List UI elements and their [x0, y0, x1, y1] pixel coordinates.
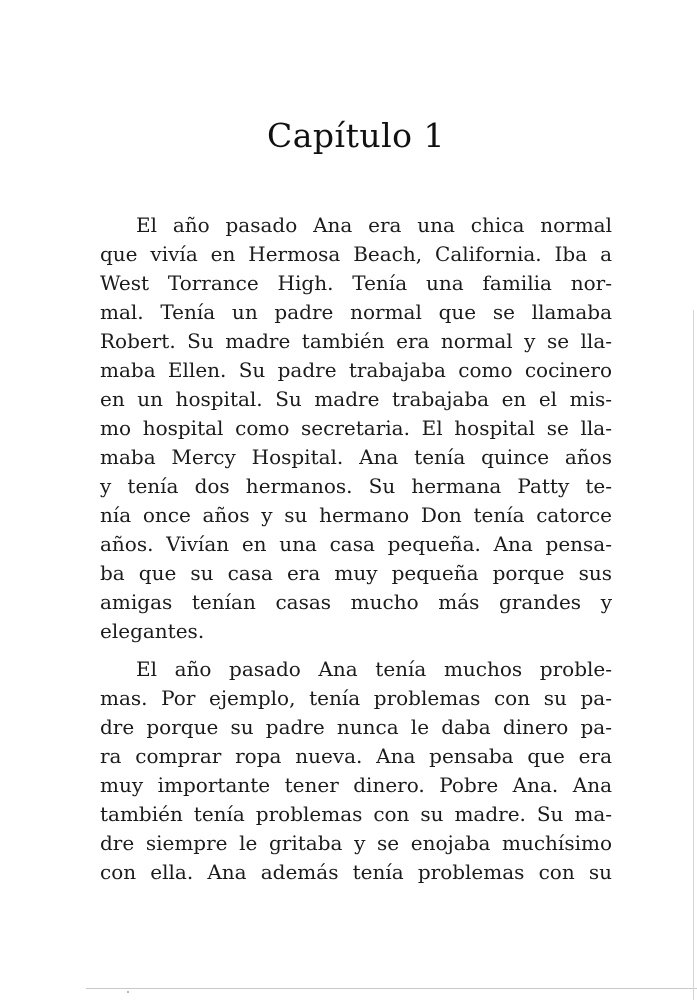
text-column — [100, 0, 612, 887]
text-line: en un hospital. Su madre trabajaba en el mis- — [100, 387, 612, 411]
text-line: El año pasado Ana tenía muchos proble- — [136, 657, 612, 681]
text-line: años. Vivían en una casa pequeña. Ana pensa- — [100, 532, 612, 556]
text-line: maba Ellen. Su padre trabajaba como cocinero — [100, 358, 612, 382]
text-line: dre porque su padre nunca le daba dinero pa- — [100, 715, 612, 739]
scan-edge-bottom — [86, 988, 697, 989]
text-line: ba que su casa era muy pequeña porque sus — [100, 561, 612, 585]
text-line: dre siempre le gritaba y se enojaba muchísimo — [100, 831, 612, 855]
text-line: nía once años y su hermano Don tenía catorce — [100, 503, 612, 527]
body-text — [100, 211, 612, 887]
text-line: también tenía problemas con su madre. Su ma- — [100, 802, 612, 826]
text-line: Robert. Su madre también era normal y se lla- — [100, 329, 612, 353]
text-line: amigas tenían casas mucho más grandes y — [100, 590, 612, 614]
text-line: West Torrance High. Tenía una familia nor- — [100, 271, 612, 295]
text-line: mo hospital como secretaria. El hospital se lla- — [100, 416, 612, 440]
text-line: mas. Por ejemplo, tenía problemas con su pa- — [100, 686, 612, 710]
text-line: maba Mercy Hospital. Ana tenía quince años — [100, 445, 612, 469]
text-line: El año pasado Ana era una chica normal — [136, 213, 612, 237]
scan-speck — [127, 991, 129, 993]
scan-edge-right — [693, 310, 694, 1000]
text-line: elegantes. — [100, 619, 205, 643]
text-line: ra comprar ropa nueva. Ana pensaba que era — [100, 744, 612, 768]
chapter-title: Capítulo 1 — [266, 116, 446, 155]
text-line: que vivía en Hermosa Beach, California. Iba a — [100, 242, 612, 266]
text-line: mal. Tenía un padre normal que se llamaba — [100, 300, 612, 324]
paragraph — [100, 655, 612, 887]
text-line: muy importante tener dinero. Pobre Ana. Ana — [100, 773, 612, 797]
paragraph — [100, 211, 612, 646]
text-line: y tenía dos hermanos. Su hermana Patty te- — [100, 474, 612, 498]
text-line: con ella. Ana además tenía problemas con su — [100, 860, 612, 884]
